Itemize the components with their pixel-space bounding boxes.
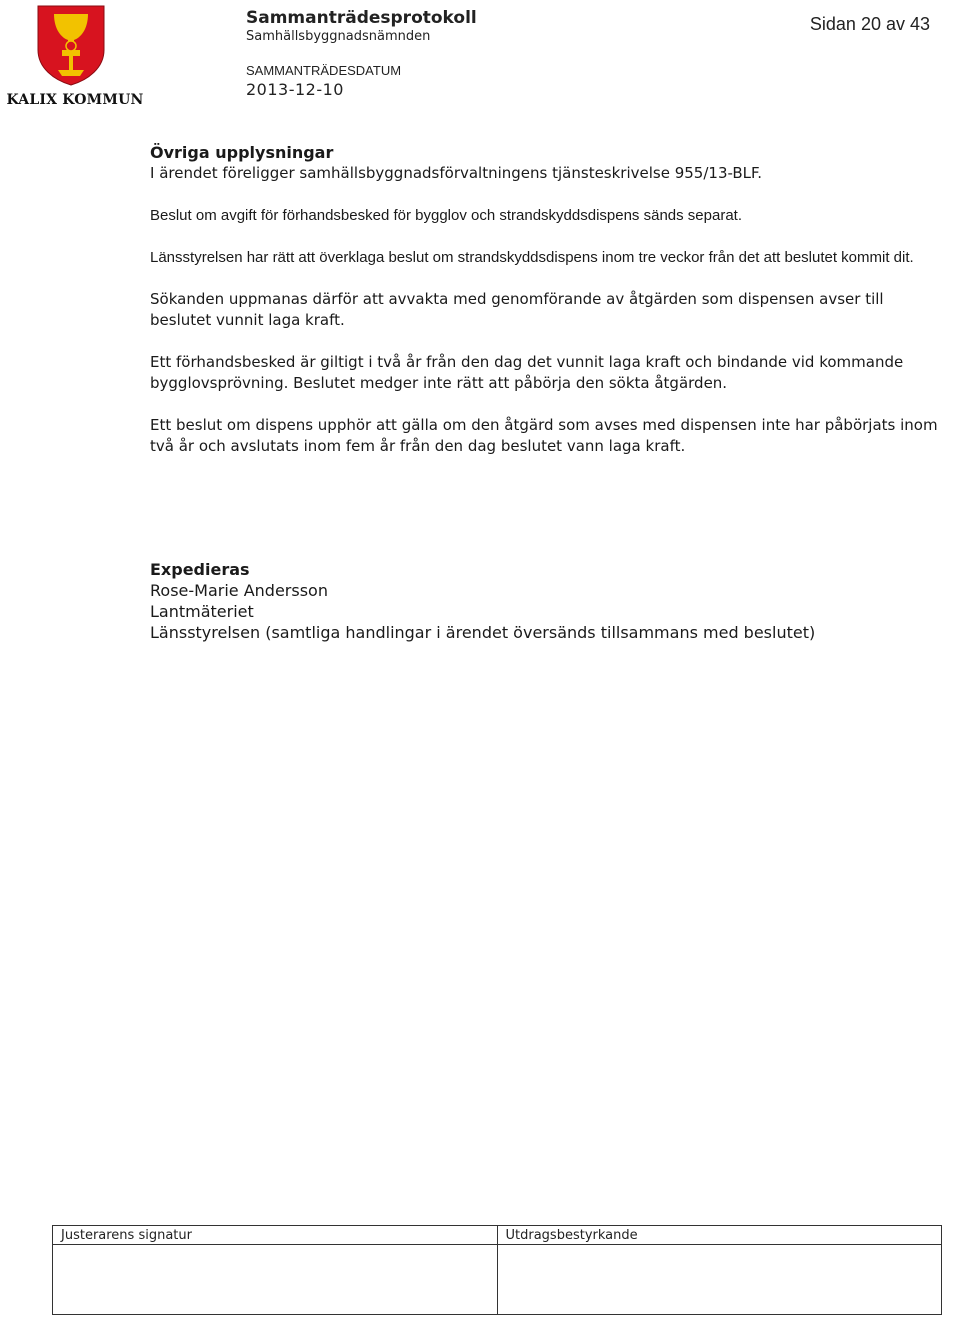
paragraph: Ett förhandsbesked är giltigt i två år från den dag det vunnit laga kraft och bindande vid kommande bygglovsprövning. Beslutet medger inte rätt att påbörja den sökta åtgärden. <box>150 353 904 392</box>
meeting-date-label: SAMMANTRÄDESDATUM <box>246 63 402 78</box>
main-content <box>150 142 940 457</box>
recipient: Lantmäteriet <box>150 602 254 621</box>
reviewer-signature-cell <box>53 1226 497 1314</box>
paragraph: Beslut om avgift för förhandsbesked för bygglov och strandskyddsdispens sänds separat. <box>150 207 742 224</box>
recipient: Rose-Marie Andersson <box>150 581 328 600</box>
paragraph: Sökanden uppmanas därför att avvakta med genomförande av åtgärden som dispensen avser till beslutet vunnit laga kraft. <box>150 290 884 329</box>
distribution-list <box>150 559 815 643</box>
distribution-heading: Expedieras <box>150 560 250 579</box>
signature-box <box>52 1225 942 1315</box>
kalix-kommun-logo <box>4 4 142 108</box>
reviewer-signature-label: Justerarens signatur <box>61 1228 192 1243</box>
meeting-date: 2013-12-10 <box>246 80 344 99</box>
extract-certification-cell <box>497 1226 942 1314</box>
paragraph: Länsstyrelsen har rätt att överklaga beslut om strandskyddsdispens inom tre veckor från det att beslutet kommit dit. <box>150 249 914 266</box>
paragraph: Ett beslut om dispens upphör att gälla om den åtgärd som avses med dispensen inte har påbörjats inom två år och avslutats inom fem år från den dag beslutet vann laga kraft. <box>150 416 938 455</box>
extract-certification-label: Utdragsbestyrkande <box>505 1228 638 1243</box>
municipality-name: KALIX KOMMUN <box>6 92 144 108</box>
committee-name: Samhällsbyggnadsnämnden <box>246 29 431 44</box>
page-indicator: Sidan 20 av 43 <box>809 14 930 34</box>
document-title: Sammanträdesprotokoll <box>246 8 477 28</box>
recipient: Länsstyrelsen (samtliga handlingar i ärendet översänds tillsammans med beslutet) <box>150 623 816 642</box>
municipal-crest-icon <box>36 4 106 86</box>
divider <box>53 1244 497 1245</box>
paragraph: I ärendet föreligger samhällsbyggnadsförvaltningens tjänsteskrivelse 955/13-BLF. <box>150 164 763 182</box>
divider <box>498 1244 942 1245</box>
section-heading: Övriga upplysningar <box>150 143 334 162</box>
